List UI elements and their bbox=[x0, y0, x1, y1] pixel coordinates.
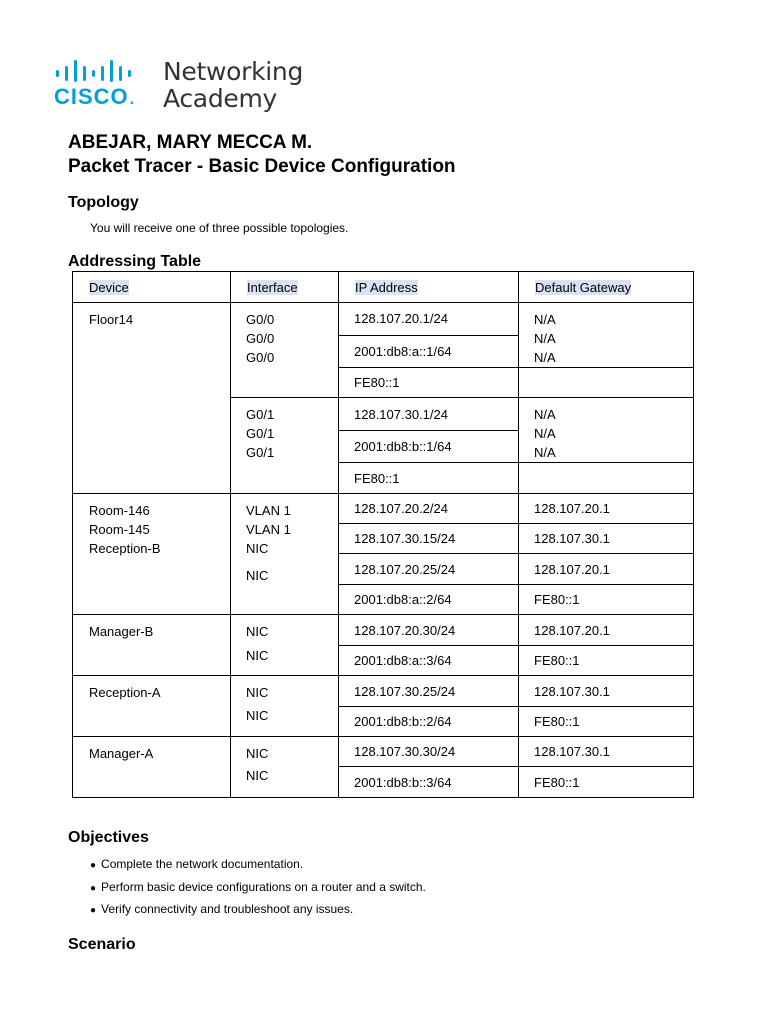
table-row bbox=[73, 303, 694, 336]
device-cell: Manager-A bbox=[73, 737, 231, 798]
objectives-heading: Objectives bbox=[68, 829, 149, 846]
ip-cell: 2001:db8:a::1/64 bbox=[339, 335, 519, 368]
interface-cell: NIC NIC bbox=[231, 615, 339, 676]
gateway-cell: FE80::1 bbox=[519, 707, 694, 737]
gateway-cell: 128.107.30.1 bbox=[519, 737, 694, 767]
ip-cell: 2001:db8:a::2/64 bbox=[339, 585, 519, 615]
device-cell: Reception-A bbox=[73, 676, 231, 737]
device-cell: Room-146 Room-145 Reception-B bbox=[73, 494, 231, 615]
list-item: ● Verify connectivity and troubleshoot any issues. bbox=[90, 901, 426, 924]
logo-networking-text: Networking bbox=[163, 57, 304, 86]
interface-cell: NIC NIC bbox=[231, 737, 339, 798]
gateway-cell: 128.107.20.1 bbox=[519, 494, 694, 524]
cisco-bridge-icon bbox=[56, 60, 152, 82]
header-ip-address: IP Address bbox=[339, 272, 519, 303]
ip-cell: 128.107.30.1/24 bbox=[339, 398, 519, 431]
table-row bbox=[73, 676, 694, 707]
addressing-table bbox=[72, 271, 694, 798]
gateway-cell: 128.107.20.1 bbox=[519, 554, 694, 585]
cisco-wordmark: CISCO. bbox=[54, 84, 136, 109]
device-cell: Floor14 bbox=[73, 303, 231, 494]
topology-text: You will receive one of three possible topologies. bbox=[90, 221, 349, 235]
ip-cell: 128.107.30.25/24 bbox=[339, 676, 519, 707]
table-header-row bbox=[73, 272, 694, 303]
objectives-list bbox=[90, 856, 426, 924]
ip-cell: 128.107.20.25/24 bbox=[339, 554, 519, 585]
gateway-empty-cell bbox=[519, 463, 694, 494]
logo-academy-text: Academy bbox=[163, 84, 278, 113]
ip-cell: FE80::1 bbox=[339, 368, 519, 398]
addressing-table-heading: Addressing Table bbox=[68, 253, 202, 270]
header-interface: Interface bbox=[231, 272, 339, 303]
gateway-empty-cell bbox=[519, 368, 694, 398]
ip-cell: 2001:db8:a::3/64 bbox=[339, 646, 519, 676]
gateway-cell: 128.107.30.1 bbox=[519, 524, 694, 554]
gateway-cell: FE80::1 bbox=[519, 767, 694, 798]
gateway-cell: 128.107.30.1 bbox=[519, 676, 694, 707]
table-row bbox=[73, 494, 694, 524]
interface-cell: VLAN 1 VLAN 1 NIC NIC bbox=[231, 494, 339, 615]
device-cell: Manager-B bbox=[73, 615, 231, 676]
gateway-cell: 128.107.20.1 bbox=[519, 615, 694, 646]
cisco-networking-academy-logo bbox=[54, 54, 314, 116]
ip-cell: 2001:db8:b::1/64 bbox=[339, 431, 519, 463]
header-device: Device bbox=[73, 272, 231, 303]
gateway-cell: FE80::1 bbox=[519, 646, 694, 676]
ip-cell: 128.107.30.30/24 bbox=[339, 737, 519, 767]
table-row bbox=[73, 737, 694, 767]
ip-cell: FE80::1 bbox=[339, 463, 519, 494]
list-item: ● Perform basic device configurations on a router and a switch. bbox=[90, 879, 426, 902]
gateway-cell: N/A N/A N/A bbox=[519, 303, 694, 368]
ip-cell: 128.107.20.30/24 bbox=[339, 615, 519, 646]
list-item: ● Complete the network documentation. bbox=[90, 856, 426, 879]
gateway-cell: N/A N/A N/A bbox=[519, 398, 694, 463]
student-name: ABEJAR, MARY MECCA M. bbox=[68, 132, 313, 153]
ip-cell: 2001:db8:b::3/64 bbox=[339, 767, 519, 798]
ip-cell: 128.107.20.2/24 bbox=[339, 494, 519, 524]
ip-cell: 128.107.20.1/24 bbox=[339, 303, 519, 336]
interface-cell: G0/1 G0/1 G0/1 bbox=[231, 398, 339, 494]
scenario-heading: Scenario bbox=[68, 936, 136, 953]
document-title: Packet Tracer - Basic Device Configuration bbox=[68, 156, 456, 177]
header-default-gateway: Default Gateway bbox=[519, 272, 694, 303]
ip-cell: 2001:db8:b::2/64 bbox=[339, 707, 519, 737]
topology-heading: Topology bbox=[68, 194, 139, 211]
table-row bbox=[73, 615, 694, 646]
ip-cell: 128.107.30.15/24 bbox=[339, 524, 519, 554]
interface-cell: G0/0 G0/0 G0/0 bbox=[231, 303, 339, 398]
interface-cell: NIC NIC bbox=[231, 676, 339, 737]
gateway-cell: FE80::1 bbox=[519, 585, 694, 615]
